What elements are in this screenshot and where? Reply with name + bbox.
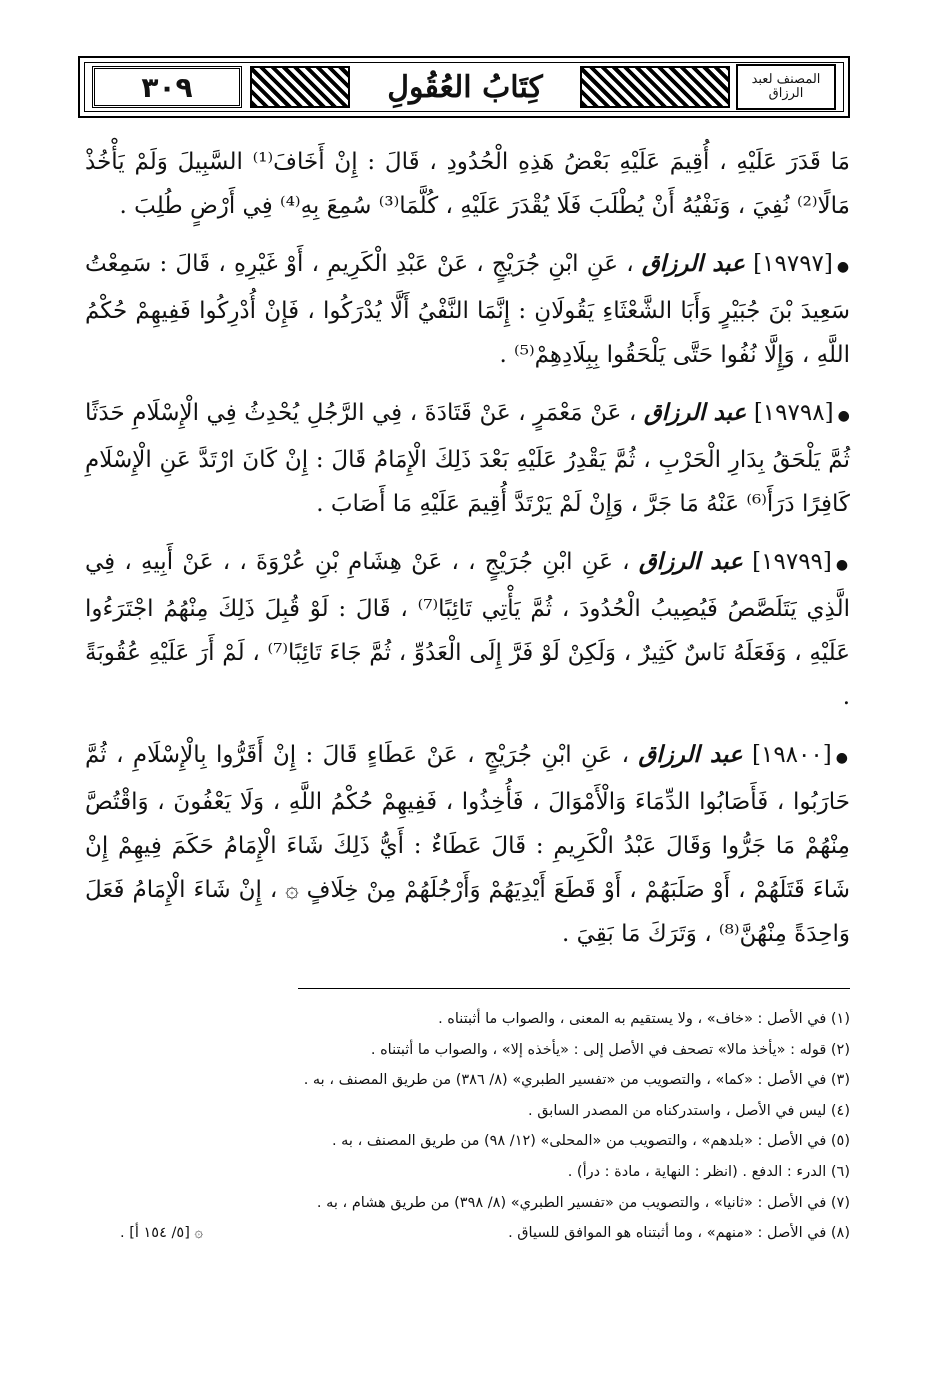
bullet-icon: ● (835, 557, 851, 573)
footnote-3: (٣) في الأصل : «كما» ، والتصويب من «تفسير الطبري» (٨/ ٣٨٦) من طريق المصنف ، به . (303, 1072, 850, 1089)
bullet-icon: ● (837, 408, 851, 424)
hadith-19798 (85, 391, 850, 526)
paragraph-text: ، عَنِ ابْنِ جُرَيْجٍ ، ، عَنْ هِشَامِ بْنِ عُرْوَةَ ، ، عَنْ أَبِيهِ ، فِي الَّذِي يَتَلَصَّصُ فَيُصِيبُ الْحُدُودَ ، ثُمَّ يَأْتِي تَائِبًا⁽⁷⁾ ، قَالَ : لَوْ قُبِلَ ذَلِكَ مِنْهُمُ اجْتَرَءُوا عَلَيْهِ ، وَفَعَلَهُ نَاسٌ كَثِيرٌ ، وَلَكِنْ لَوْ فَرَّ إِلَى الْعَدُوِّ ، ثُمَّ جَاءَ تَائِبًا⁽⁷⁾ ، لَمْ أَرَ عَلَيْهِ عُقُوبَةً . (85, 549, 851, 710)
footnote-8: (٨) في الأصل : «منهم» ، وما أثبتناه هو الموافق للسياق . (508, 1225, 850, 1242)
header-ornament-right (580, 66, 730, 108)
footnote-7: (٧) في الأصل : «ثانيا» ، والتصويب من «تفسير الطبري» (٨/ ٣٩٨) من طريق هشام ، به . (316, 1194, 850, 1211)
hadith-number: [١٩٨٠٠] (751, 742, 832, 768)
narrator-name: عبد الرزاق (643, 399, 747, 426)
footnote-4: (٤) ليس في الأصل ، واستدركناه من المصدر السابق . (528, 1102, 850, 1119)
folio-marker: ۞ [٥/ ١٥٤ أ] . (120, 1225, 203, 1242)
header-ornament-left (250, 66, 350, 108)
paragraph-text: مَا قَدَرَ عَلَيْهِ ، أُقِيمَ عَلَيْهِ بَعْضُ هَذِهِ الْحُدُودِ ، قَالَ : إِنْ أَخَافَ⁽¹⁾ السَّبِيلَ وَلَمْ يَأْخُذْ مَالًا⁽²⁾ نُفِيَ ، وَنَفْيُهُ أَنْ يُطْلَبَ فَلَا يُقْدَرَ عَلَيْهِ ، كُلَّمَا⁽³⁾ سُمِعَ بِهِ⁽⁴⁾ فِي أَرْضٍ طُلِبَ . (85, 149, 851, 219)
page-number: ٣٠٩ (92, 66, 242, 108)
paragraph-text: ، عَنْ مَعْمَرٍ ، عَنْ قَتَادَةَ ، فِي الرَّجُلِ يُحْدِثُ فِي الْإِسْلَامِ حَدَثًا ثُمَّ يَلْحَقُ بِدَارِ الْحَرْبِ ، ثُمَّ يَقْدِرُ عَلَيْهِ بَعْدَ ذَلِكَ الْإِمَامُ قَالَ : إِنْ كَانَ ارْتَدَّ عَنِ الْإِسْلَامِ كَافِرًا دَرَأَ⁽⁶⁾ عَنْهُ مَا جَرَّ ، وَإِنْ لَمْ يَرْتَدَّ أُقِيمَ عَلَيْهِ مَا أَصَابَ . (85, 400, 850, 517)
hadith-number: [١٩٧٩٧] (753, 251, 833, 277)
narrator-name: عبد الرزاق (638, 741, 743, 768)
hadith-19800 (85, 733, 850, 956)
footnote-5: (٥) في الأصل : «بلدهم» ، والتصويب من «المحلى» (١٢/ ٩٨) من طريق المصنف ، به . (331, 1133, 850, 1150)
bullet-icon: ● (836, 259, 851, 275)
bullet-icon: ● (835, 750, 850, 766)
narrator-name: عبد الرزاق (638, 548, 743, 575)
footnote-divider (298, 988, 850, 989)
hadith-body (85, 140, 850, 970)
hadith-number: [١٩٧٩٩] (752, 549, 832, 575)
paragraph-text: ، عَنِ ابْنِ جُرَيْجٍ ، عَنْ عَبْدِ الْكَرِيمِ ، أَوْ غَيْرِهِ ، قَالَ : سَمِعْتُ سَعِيدَ بْنَ جُبَيْرٍ وَأَبَا الشَّعْثَاءِ يَقُولَانِ : إِنَّمَا النَّفْيُ أَلَّا يُدْرَكُوا ، فَإِنْ أُدْرِكُوا فَفِيهِمْ حُكْمُ اللَّهِ ، وَإِلَّا نُفُوا حَتَّى يَلْحَقُوا بِبِلَادِهِمْ⁽⁵⁾ . (85, 251, 850, 368)
footnotes (120, 1004, 850, 1249)
series-label: المصنف لعبد الرزاق (751, 72, 821, 101)
footnote-row-last (120, 1218, 850, 1249)
page-header (78, 56, 850, 118)
footnote-2: (٢) قوله : «يأخذ مالا» تصحف في الأصل إلى : «يأخذه إلا» ، والصواب ما أثبتناه . (370, 1041, 850, 1058)
footnote-1: (١) في الأصل : «خاف» ، ولا يستقيم به المعنى ، والصواب ما أثبتناه . (438, 1011, 850, 1027)
hadith-19799 (85, 540, 850, 719)
footnote-6: (٦) الدرء : الدفع . (انظر : النهاية ، مادة : درأ) . (567, 1163, 850, 1180)
paragraph-text: ، عَنِ ابْنِ جُرَيْجٍ ، عَنْ عَطَاءٍ قَالَ : إِنْ أَقَرُّوا بِالْإِسْلَامِ ، ثُمَّ حَارَبُوا ، فَأَصَابُوا الدِّمَاءَ وَالْأَمْوَالَ ، فَأُخِذُوا ، فَفِيهِمْ حُكْمُ اللَّهِ ، وَلَا يَعْفُونَ ، وَاقْتُصَّ مِنْهُمْ مَا جَرُّوا وَقَالَ عَبْدُ الْكَرِيمِ : قَالَ عَطَاءٌ : أَيُّ ذَلِكَ شَاءَ الْإِمَامُ حَكَمَ فِيهِمْ إِنْ شَاءَ قَتَلَهُمْ ، أَوْ صَلَبَهُمْ ، أَوْ قَطَعَ أَيْدِيَهُمْ وَأَرْجُلَهُمْ مِنْ خِلَافٍ ۞ ، إِنْ شَاءَ الْإِمَامُ فَعَلَ وَاحِدَةً مِنْهُنَّ⁽⁸⁾ ، وَتَرَكَ مَا بَقِيَ . (85, 742, 850, 947)
hadith-number: [١٩٧٩٨] (753, 400, 834, 426)
narrator-name: عبد الرزاق (641, 250, 745, 277)
paragraph-continuation (85, 140, 850, 228)
hadith-19797 (85, 242, 850, 377)
series-logo (736, 64, 836, 110)
book-title: كِتَابُ العُقُولِ (354, 64, 576, 110)
